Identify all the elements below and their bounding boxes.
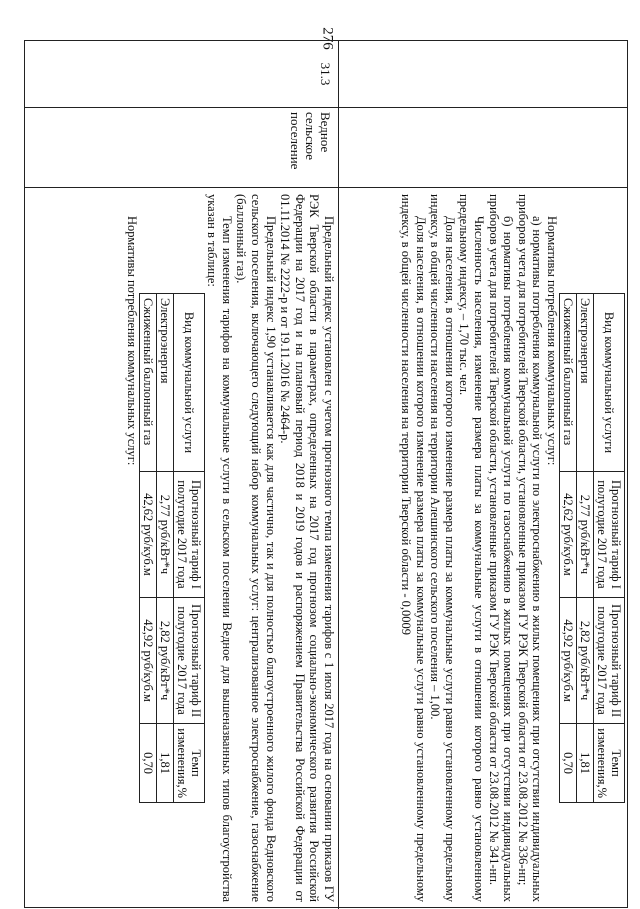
paragraph-b: б) нормативы потребления коммунальной услуги по газоснабжению в жилых помещениях при отсутствии индивидуальных приборов учета для потребителей Тверской области, установленные приказом ГУ РЭК Тверской области от 23.08.2012 № 341-нп. [486, 194, 516, 902]
table-header: Прогнозный тариф I полугодие 2017 года [173, 471, 204, 597]
upper-content [339, 188, 627, 908]
lower-content [23, 188, 338, 908]
table-cell: 2,77 руб/кВт*ч [577, 471, 594, 597]
table-cell: Сжиженный баллонный газ [139, 294, 156, 472]
norms-title: Нормативы потребления коммунальных услуг: [124, 216, 139, 466]
table-cell: 42,92 руб/куб.м [560, 598, 577, 724]
table-cell: 2,77 руб/кВт*ч [156, 471, 173, 597]
table-row [577, 294, 594, 803]
paragraph-share-region: Доля населения, в отношении которого изменение размера платы за коммунальные услуги равно установленному предельному индексу, в общей численности населения на территории Тверской области - 0,0009 [399, 194, 428, 902]
settlement-cell [23, 107, 339, 187]
table-header: Прогнозный тариф I полугодие 2017 года [594, 471, 625, 597]
table-cell: Электроэнергия [156, 294, 173, 472]
table-header: Прогнозный тариф II полугодие 2017 года [594, 598, 625, 724]
table-cell: 2,82 руб/кВт*ч [577, 598, 594, 724]
table-row [156, 294, 173, 803]
table-cell: 2,82 руб/кВт*ч [156, 598, 173, 724]
table-cell: 1,81 [156, 724, 173, 803]
tariff-table-upper [559, 293, 625, 803]
table-header: Темп изменения,% [173, 724, 204, 803]
table-row [560, 294, 577, 803]
table-frame [24, 40, 628, 908]
paragraph-population: Численность населения, изменение размера платы за коммунальные услуги в отношении которого равно установленному предельному индексу, – 1,70 тыс. чел. [457, 194, 487, 902]
tariff-table-lower [139, 293, 205, 803]
table-cell: 42,62 руб/куб.м [139, 471, 156, 597]
table-header: Вид коммунальной услуги [594, 294, 625, 472]
table-cell: 42,62 руб/куб.м [560, 471, 577, 597]
paragraph-index-190: Предельный индекс 1,90 устанавливается как для частично, так и для полностью благоустроенного жилого фонда Ведновского сельского поселения, включающего следующий набор коммунальных услуг: централизованное электроснабжение, газоснабжение (баллонный газ). [234, 194, 278, 902]
table-header: Прогнозный тариф II полугодие 2017 года [173, 598, 204, 724]
paragraph-index: Предельный индекс установлен с учетом прогнозного темпа изменения тарифов с 1 июля 2017 года на основании приказов ГУ РЭК Тверской области в параметрах, определенных на 2017 год прогнозом социально-экономического развития Российской Федерации на 2017 год и на плановый период 2018 и 2019 годов и распоряжением Правительства Российской Федерации от 01.11.2014 № 2222-р и от 19.11.2016 № 2464-р. [278, 194, 336, 902]
paragraph-a: а) нормативы потребления коммунальной услуги по электроснабжению в жилых помещениях при отсутствии индивидуальных приборов учета для потребителей Тверской области, установленные приказом ГУ РЭК Тверской области от 23.08.2012 № 336-нп; [515, 194, 545, 902]
table-cell: Сжиженный баллонный газ [560, 294, 577, 472]
table-cell: 1,81 [577, 724, 594, 803]
table-header: Темп изменения,% [594, 724, 625, 803]
table-row [139, 294, 156, 803]
norms-title: Нормативы потребления коммунальных услуг: [545, 216, 559, 466]
table-cell: 0,70 [560, 724, 577, 803]
table-header: Вид коммунальной услуги [173, 294, 204, 472]
settlement-name: Ведное сельское поселение [288, 112, 333, 170]
page-number: 276 [319, 27, 336, 50]
paragraph-rate: Темп изменения тарифов на коммунальные услуги в сельском поселении Ведное для вышеназванных типов благоустройства указан в таблице: [205, 194, 234, 902]
table-cell: 42,92 руб/куб.м [139, 598, 156, 724]
paragraph-share-local: Доля населения, в отношении которого изменение размера платы за коммунальные услуги равно установленному предельному индексу, в общей численности населения на территории Алешинского сельского поселения – 1,00. [428, 194, 457, 902]
table-cell: 0,70 [139, 724, 156, 803]
table-cell: Электроэнергия [577, 294, 594, 472]
row-number: 31.3 [318, 62, 333, 86]
row-number-cell [23, 41, 339, 107]
